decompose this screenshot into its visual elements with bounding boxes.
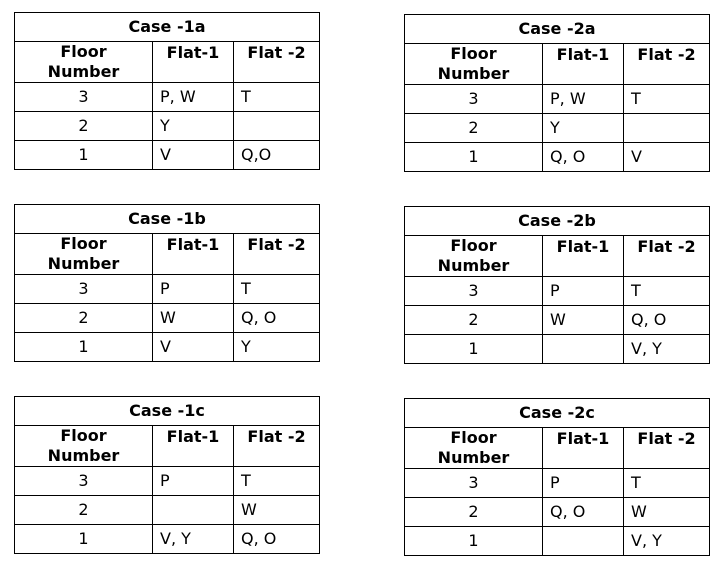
case-table-2c xyxy=(404,398,710,556)
flat1-header: Flat-1 xyxy=(543,428,624,469)
flat1-header: Flat-1 xyxy=(153,42,234,83)
table-row xyxy=(15,496,320,525)
floor-header-line1: Floor xyxy=(60,42,107,61)
table-row xyxy=(15,83,320,112)
flat2-cell: T xyxy=(234,467,320,496)
flat1-cell xyxy=(543,527,624,556)
flat2-cell xyxy=(234,112,320,141)
table-row xyxy=(15,525,320,554)
flat2-header: Flat -2 xyxy=(624,236,710,277)
case-title: Case -2c xyxy=(405,399,710,428)
floor-header-line2: Number xyxy=(437,448,510,467)
table-row xyxy=(405,114,710,143)
flat1-cell: P xyxy=(153,467,234,496)
floor-cell: 1 xyxy=(405,143,543,172)
flat2-cell: Q, O xyxy=(234,304,320,333)
floor-cell: 1 xyxy=(15,333,153,362)
flat2-cell: T xyxy=(624,277,710,306)
table-row xyxy=(405,277,710,306)
case-table-2a xyxy=(404,14,710,172)
flat1-cell: V xyxy=(153,333,234,362)
case-title: Case -2a xyxy=(405,15,710,44)
floor-cell: 2 xyxy=(405,114,543,143)
floor-header-line1: Floor xyxy=(450,428,497,447)
flat2-cell: T xyxy=(624,85,710,114)
flat1-header: Flat-1 xyxy=(153,234,234,275)
table-row xyxy=(15,275,320,304)
case-title: Case -2b xyxy=(405,207,710,236)
floor-cell: 3 xyxy=(15,467,153,496)
floor-cell: 3 xyxy=(405,469,543,498)
flat1-cell: Y xyxy=(543,114,624,143)
floor-cell: 2 xyxy=(15,112,153,141)
flat2-cell: Q,O xyxy=(234,141,320,170)
floor-number-header xyxy=(405,44,543,85)
flat1-cell: P, W xyxy=(153,83,234,112)
floor-number-header xyxy=(15,426,153,467)
floor-cell: 2 xyxy=(15,496,153,525)
table-row xyxy=(15,112,320,141)
floor-cell: 2 xyxy=(15,304,153,333)
floor-number-header xyxy=(405,428,543,469)
table-row xyxy=(15,467,320,496)
floor-cell: 2 xyxy=(405,306,543,335)
flat1-cell: V, Y xyxy=(153,525,234,554)
floor-header-line1: Floor xyxy=(60,426,107,445)
table-row xyxy=(15,333,320,362)
table-row xyxy=(405,469,710,498)
flat1-cell: P xyxy=(153,275,234,304)
floor-header-line1: Floor xyxy=(60,234,107,253)
flat1-cell: W xyxy=(153,304,234,333)
flat2-cell: W xyxy=(234,496,320,525)
flat2-header: Flat -2 xyxy=(234,42,320,83)
flat2-cell: T xyxy=(624,469,710,498)
flat1-cell: P xyxy=(543,469,624,498)
floor-cell: 1 xyxy=(15,525,153,554)
flat1-header: Flat-1 xyxy=(543,44,624,85)
table-row xyxy=(405,143,710,172)
flat1-cell: Y xyxy=(153,112,234,141)
floor-cell: 3 xyxy=(405,277,543,306)
floor-cell: 3 xyxy=(15,83,153,112)
floor-cell: 3 xyxy=(405,85,543,114)
flat2-header: Flat -2 xyxy=(234,234,320,275)
flat1-cell: Q, O xyxy=(543,498,624,527)
floor-header-line2: Number xyxy=(47,254,120,273)
flat2-cell: V, Y xyxy=(624,335,710,364)
table-row xyxy=(405,306,710,335)
flat2-cell: V, Y xyxy=(624,527,710,556)
floor-header-line2: Number xyxy=(437,64,510,83)
flat2-cell: Y xyxy=(234,333,320,362)
flat1-cell: P, W xyxy=(543,85,624,114)
table-row xyxy=(15,141,320,170)
floor-number-header xyxy=(405,236,543,277)
case-table-2b xyxy=(404,206,710,364)
flat2-cell: Q, O xyxy=(234,525,320,554)
table-row xyxy=(15,304,320,333)
flat2-cell: V xyxy=(624,143,710,172)
floor-header-line1: Floor xyxy=(450,44,497,63)
flat1-header: Flat-1 xyxy=(543,236,624,277)
case-table-1a xyxy=(14,12,320,170)
floor-cell: 1 xyxy=(405,335,543,364)
flat2-cell: Q, O xyxy=(624,306,710,335)
floor-header-line2: Number xyxy=(47,446,120,465)
floor-cell: 3 xyxy=(15,275,153,304)
table-row xyxy=(405,335,710,364)
case-title: Case -1a xyxy=(15,13,320,42)
flat2-cell xyxy=(624,114,710,143)
flat1-header: Flat-1 xyxy=(153,426,234,467)
table-row xyxy=(405,85,710,114)
flat2-header: Flat -2 xyxy=(234,426,320,467)
flat1-cell: P xyxy=(543,277,624,306)
case-title: Case -1c xyxy=(15,397,320,426)
case-table-1c xyxy=(14,396,320,554)
flat1-cell: Q, O xyxy=(543,143,624,172)
flat1-cell xyxy=(153,496,234,525)
floor-header-line2: Number xyxy=(437,256,510,275)
floor-header-line2: Number xyxy=(47,62,120,81)
case-table-1b xyxy=(14,204,320,362)
floor-header-line1: Floor xyxy=(450,236,497,255)
floor-number-header xyxy=(15,42,153,83)
floor-number-header xyxy=(15,234,153,275)
flat2-header: Flat -2 xyxy=(624,428,710,469)
floor-cell: 1 xyxy=(405,527,543,556)
flat2-header: Flat -2 xyxy=(624,44,710,85)
flat1-cell: W xyxy=(543,306,624,335)
flat1-cell: V xyxy=(153,141,234,170)
floor-cell: 2 xyxy=(405,498,543,527)
floor-cell: 1 xyxy=(15,141,153,170)
table-row xyxy=(405,527,710,556)
table-row xyxy=(405,498,710,527)
flat2-cell: T xyxy=(234,275,320,304)
flat2-cell: T xyxy=(234,83,320,112)
flat1-cell xyxy=(543,335,624,364)
flat2-cell: W xyxy=(624,498,710,527)
case-title: Case -1b xyxy=(15,205,320,234)
